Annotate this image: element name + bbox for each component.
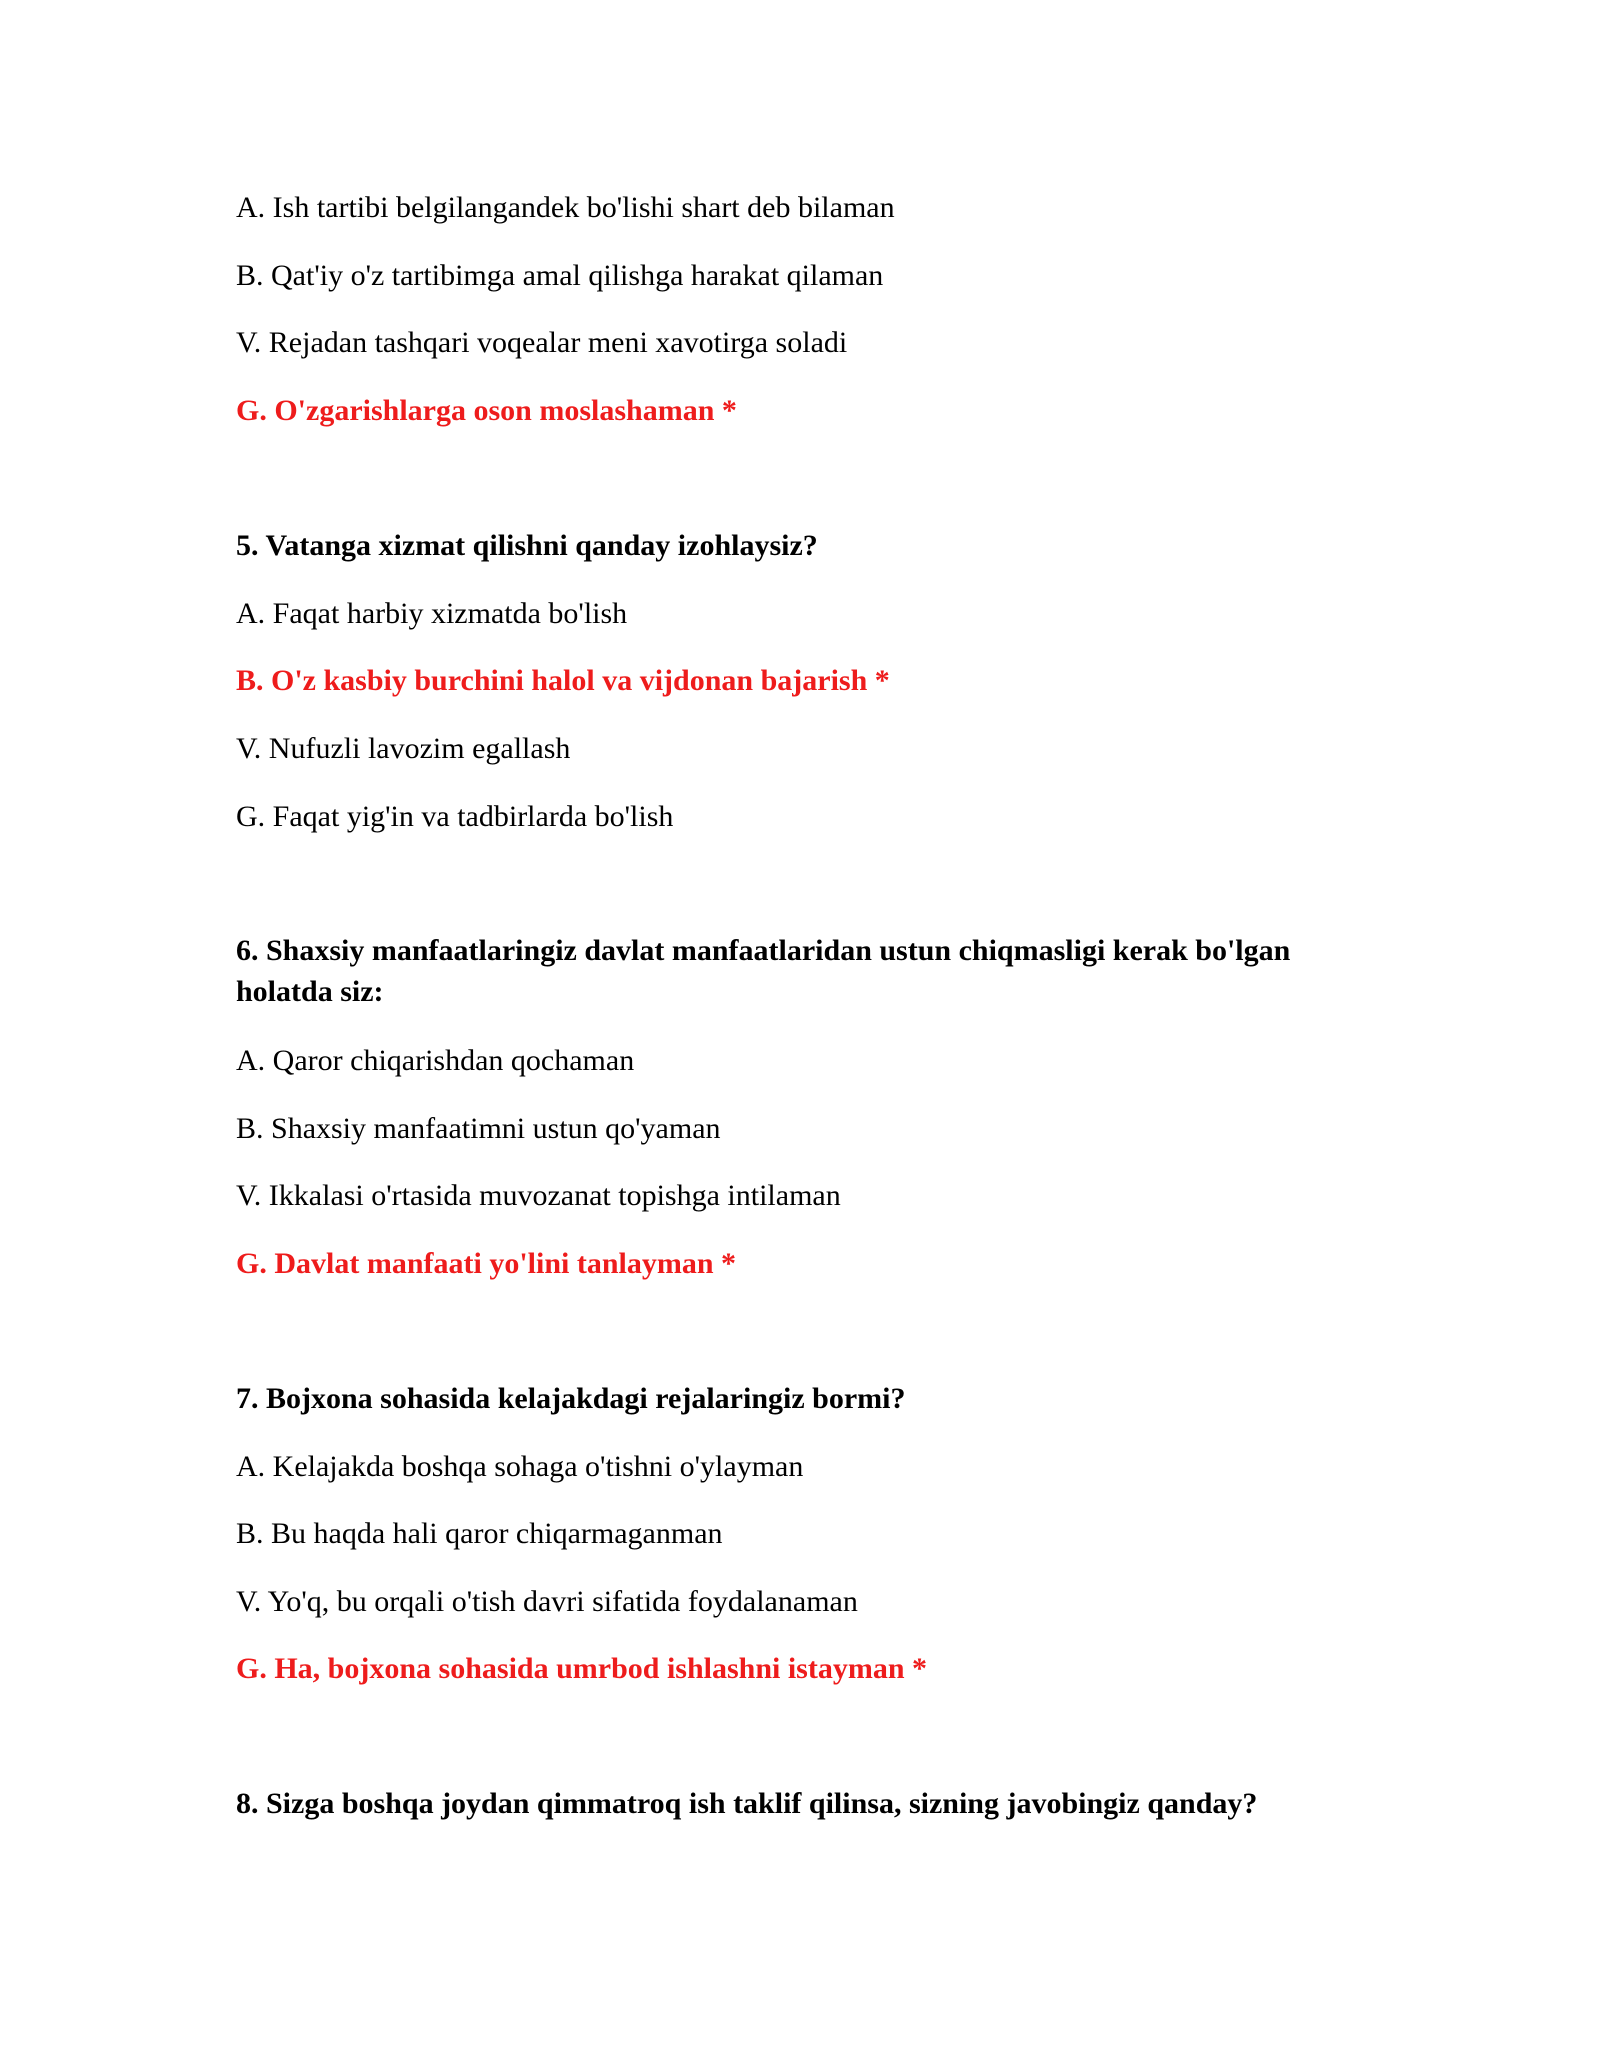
q5-option-b-correct: B. O'z kasbiy burchini halol va vijdonan bajarish * [236, 664, 890, 697]
q5-question: 5. Vatanga xizmat qilishni qanday izohlaysiz? [236, 529, 818, 562]
q5-option-v: V. Nufuzli lavozim egallash [236, 732, 571, 765]
q7-option-v: V. Yo'q, bu orqali o'tish davri sifatida foydalanaman [236, 1585, 858, 1618]
q5-option-g: G. Faqat yig'in va tadbirlarda bo'lish [236, 800, 674, 833]
q4-option-a: A. Ish tartibi belgilangandek bo'lishi shart deb bilaman [236, 191, 895, 224]
q7-question: 7. Bojxona sohasida kelajakdagi rejalaringiz bormi? [236, 1382, 906, 1415]
q4-option-v: V. Rejadan tashqari voqealar meni xavotirga soladi [236, 326, 848, 359]
q5-option-a: A. Faqat harbiy xizmatda bo'lish [236, 597, 628, 630]
q6-option-v: V. Ikkalasi o'rtasida muvozanat topishga intilaman [236, 1179, 841, 1212]
q7-option-g-correct: G. Ha, bojxona sohasida umrbod ishlashni istayman * [236, 1652, 928, 1685]
q4-option-g-correct: G. O'zgarishlarga oson moslashaman * [236, 394, 737, 427]
q6-question: 6. Shaxsiy manfaatlaringiz davlat manfaatlaridan ustun chiqmasligi kerak bo'lgan holatda siz: [236, 934, 1291, 1008]
q8-question: 8. Sizga boshqa joydan qimmatroq ish taklif qilinsa, sizning javobingiz qanday? [236, 1787, 1258, 1820]
q7-option-b: B. Bu haqda hali qaror chiqarmaganman [236, 1517, 723, 1550]
q6-option-b: B. Shaxsiy manfaatimni ustun qo'yaman [236, 1112, 721, 1145]
q6-option-g-correct: G. Davlat manfaati yo'lini tanlayman * [236, 1247, 737, 1280]
q7-option-a: A. Kelajakda boshqa sohaga o'tishni o'ylayman [236, 1450, 804, 1483]
q4-option-b: B. Qat'iy o'z tartibimga amal qilishga harakat qilaman [236, 259, 884, 292]
q6-option-a: A. Qaror chiqarishdan qochaman [236, 1044, 635, 1077]
